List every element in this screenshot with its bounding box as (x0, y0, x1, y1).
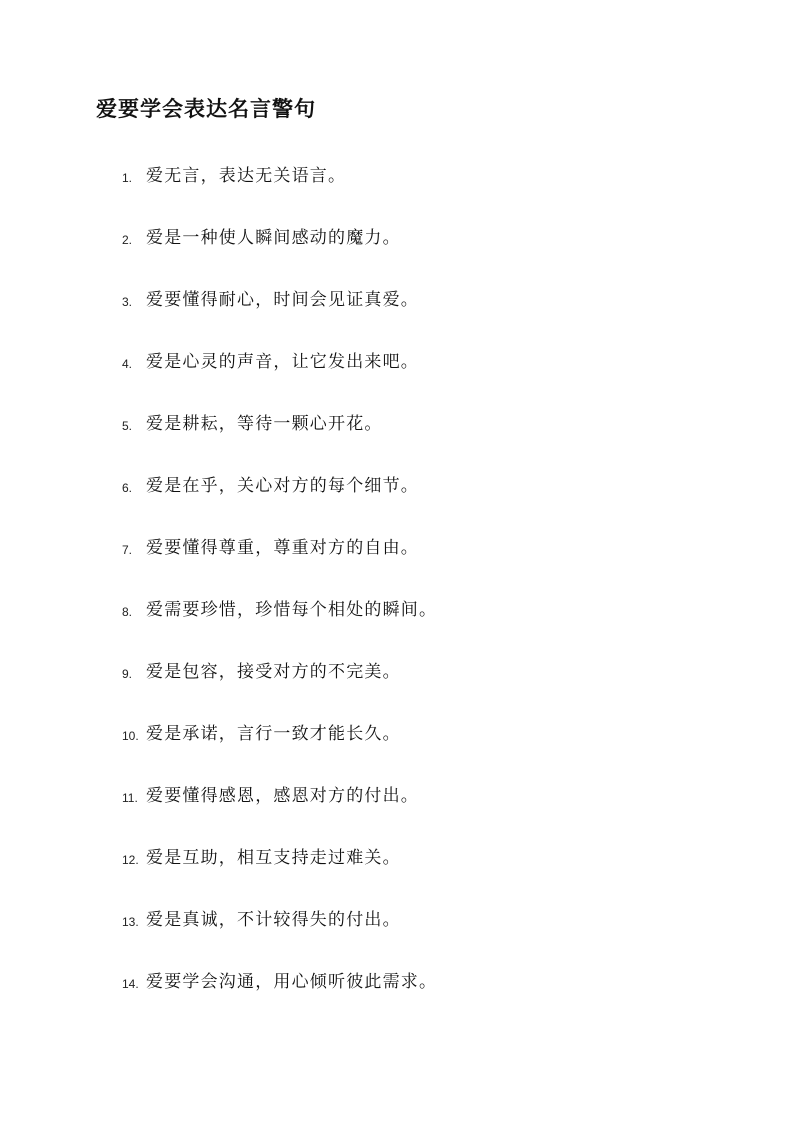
list-item (0, 220, 800, 282)
list-item-number: 5. (122, 419, 133, 433)
list-item-text: 爱是在乎，关心对方的每个细节。 (146, 476, 419, 496)
list-item (0, 406, 800, 468)
list-item-number: 6. (122, 481, 133, 495)
list-item-text: 爱要学会沟通，用心倾听彼此需求。 (146, 972, 438, 992)
document-title: 爱要学会表达名言警句 (96, 96, 316, 121)
list-item-number: 1. (122, 171, 133, 185)
list-item-number: 3. (122, 295, 133, 309)
list-item (0, 344, 800, 406)
list-item (0, 716, 800, 778)
list-item-text: 爱是互助，相互支持走过难关。 (146, 848, 401, 868)
list-item-number: 4. (122, 357, 133, 371)
list-item-number: 7. (122, 543, 133, 557)
list-item-text: 爱是承诺，言行一致才能长久。 (146, 724, 401, 744)
list-item (0, 778, 800, 840)
list-item-text: 爱是包容，接受对方的不完美。 (146, 662, 401, 682)
list-item (0, 840, 800, 902)
list-item (0, 282, 800, 344)
list-item (0, 654, 800, 716)
list-item-number: 13. (122, 915, 139, 929)
list-item-number: 14. (122, 977, 139, 991)
list-item-text: 爱是一种使人瞬间感动的魔力。 (146, 228, 401, 248)
list-item (0, 468, 800, 530)
list-item-number: 10. (122, 729, 139, 743)
list-item-text: 爱要懂得感恩，感恩对方的付出。 (146, 786, 419, 806)
list-item-number: 9. (122, 667, 133, 681)
list-item-text: 爱需要珍惜，珍惜每个相处的瞬间。 (146, 600, 438, 620)
list-item-text: 爱无言，表达无关语言。 (146, 166, 347, 186)
list-item (0, 592, 800, 654)
list-item-text: 爱要懂得尊重，尊重对方的自由。 (146, 538, 419, 558)
list-item-number: 11. (122, 791, 138, 805)
list-item-text: 爱是耕耘，等待一颗心开花。 (146, 414, 383, 434)
list-item (0, 902, 800, 964)
list-item (0, 530, 800, 592)
quote-list (0, 158, 800, 1026)
list-item-text: 爱是真诚，不计较得失的付出。 (146, 910, 401, 930)
list-item-number: 12. (122, 853, 139, 867)
list-item-number: 2. (122, 233, 133, 247)
list-item-text: 爱要懂得耐心，时间会见证真爱。 (146, 290, 419, 310)
list-item (0, 158, 800, 220)
list-item-text: 爱是心灵的声音，让它发出来吧。 (146, 352, 419, 372)
list-item-number: 8. (122, 605, 133, 619)
list-item (0, 964, 800, 1026)
